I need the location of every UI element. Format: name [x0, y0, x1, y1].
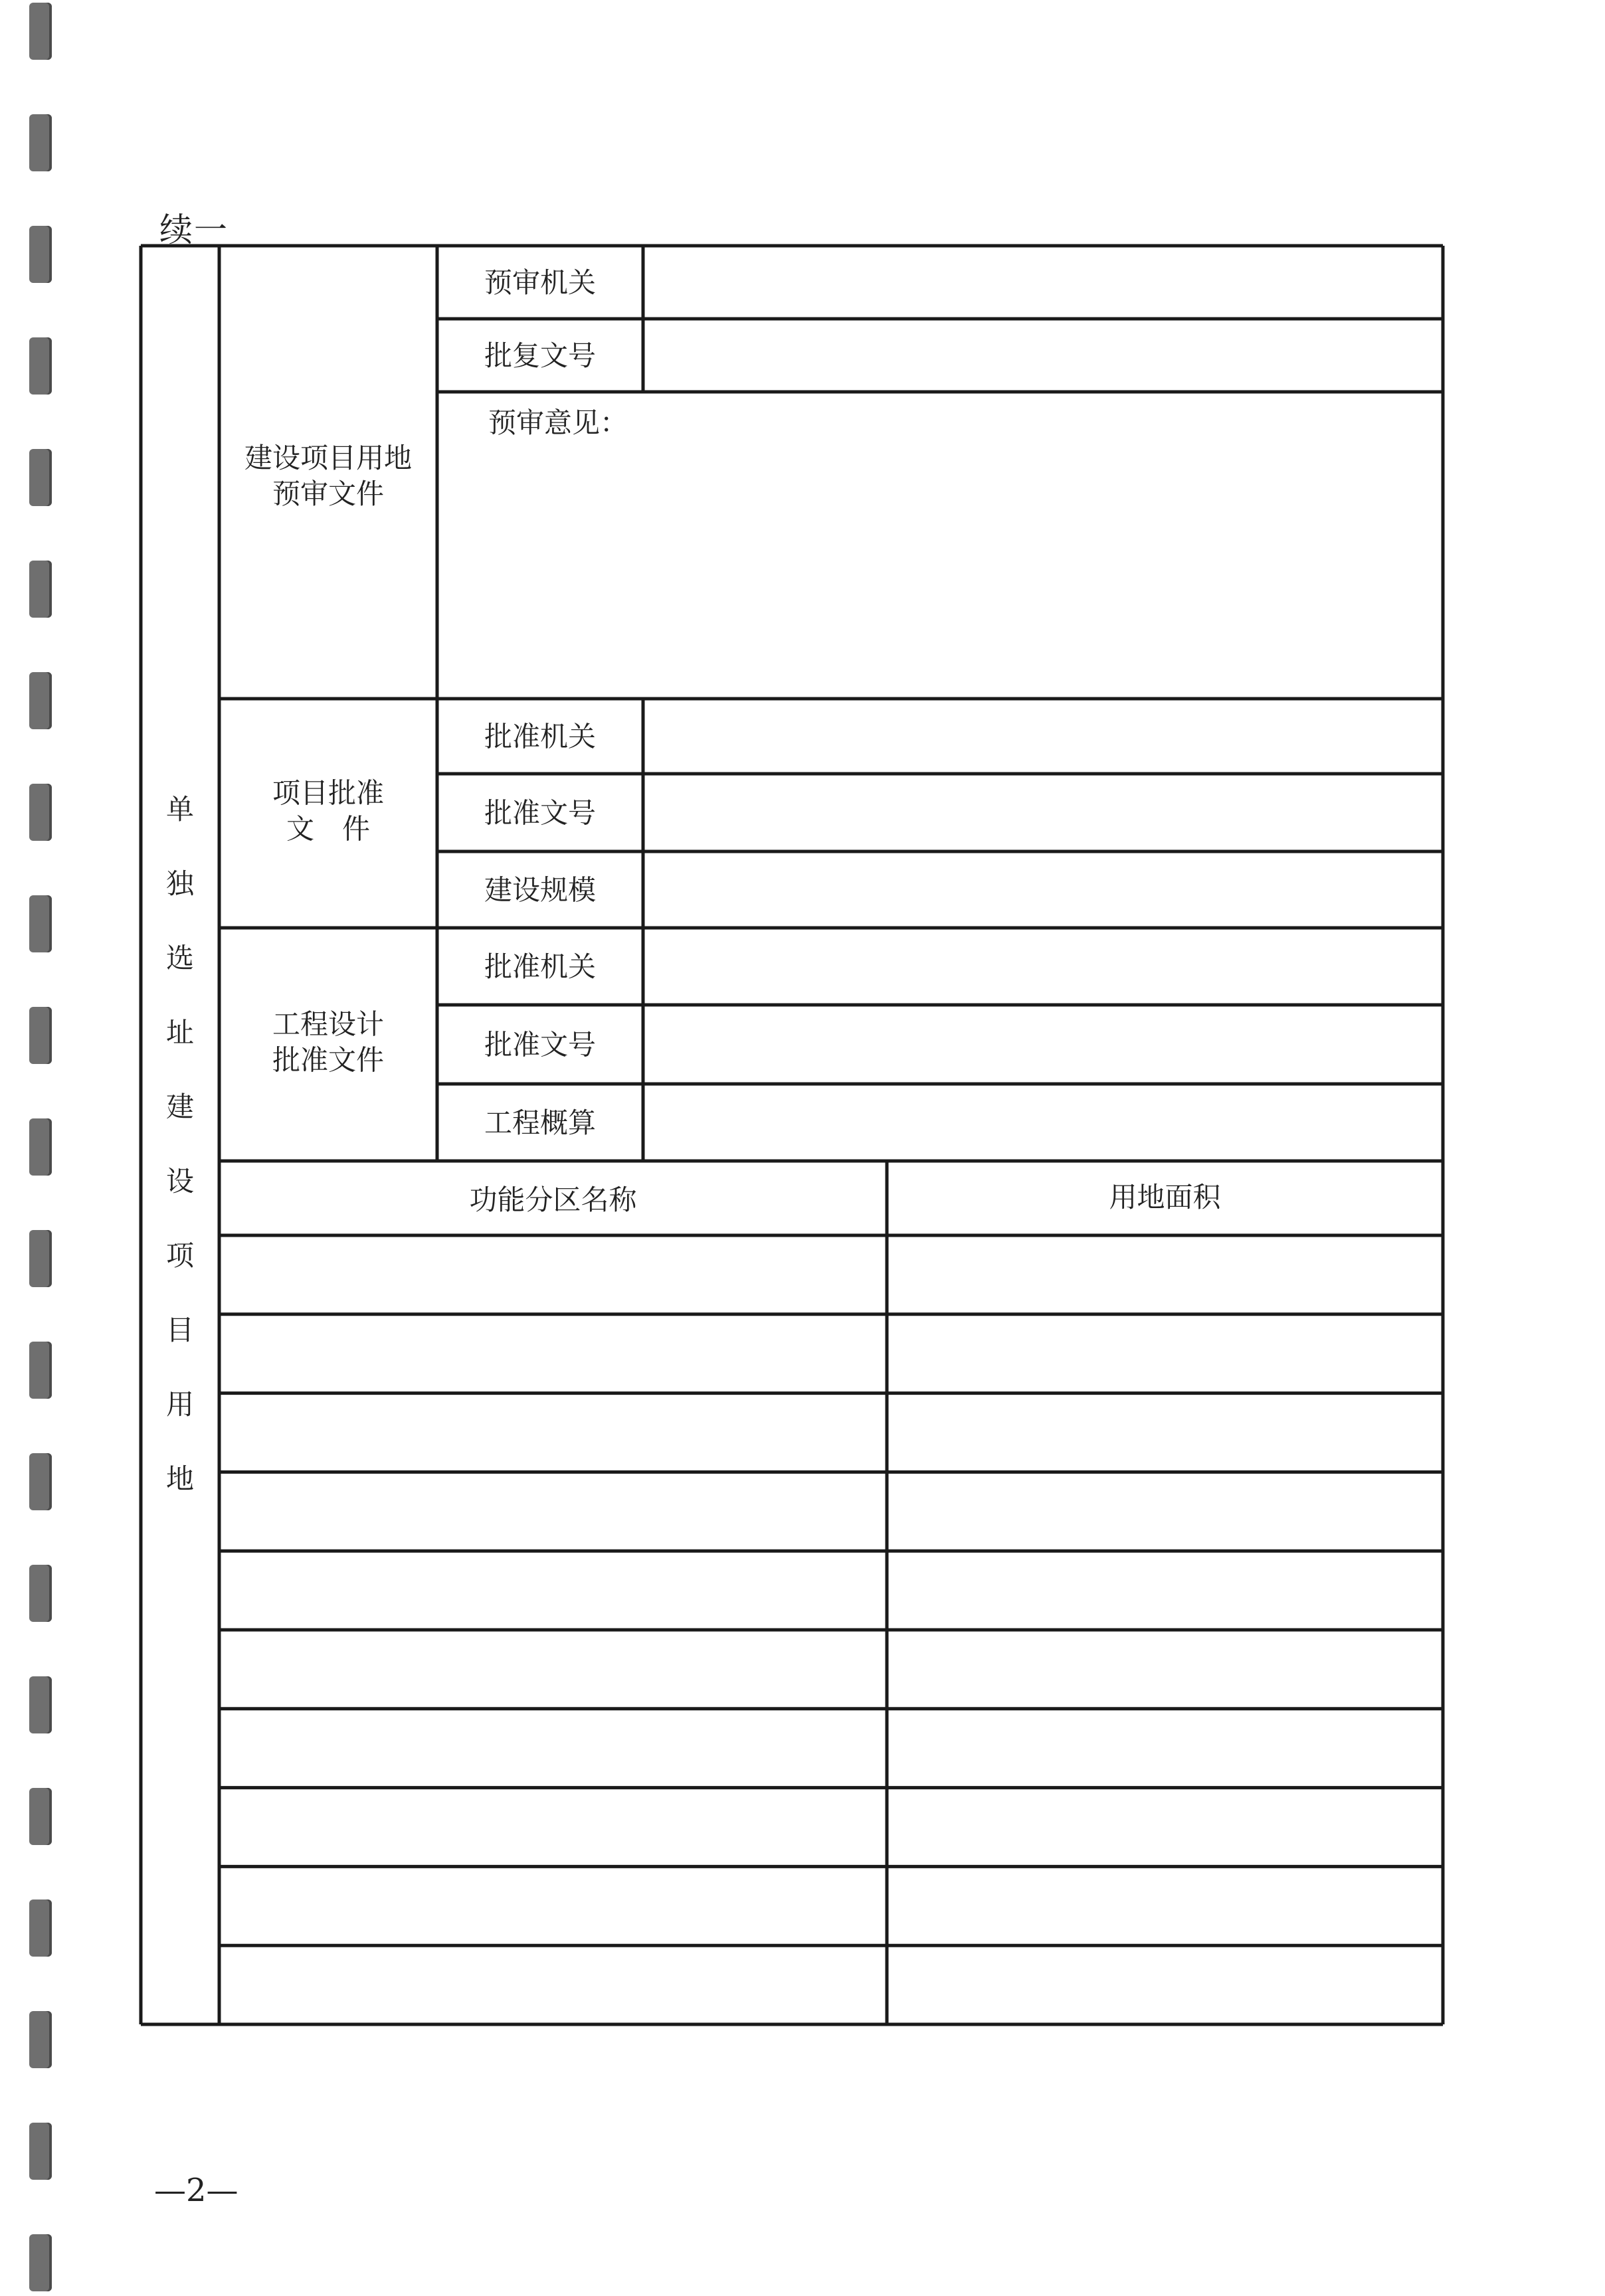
field-label: 批准文号	[484, 796, 597, 830]
section-title-char: 用	[165, 1388, 195, 1421]
field-label: 批准机关	[484, 720, 597, 753]
table-grid-lines	[141, 246, 1443, 2024]
section-title-char: 建	[165, 1091, 195, 1123]
section-title-char: 单	[165, 793, 195, 826]
section-title-char: 地	[165, 1462, 195, 1495]
section-title-char: 选	[165, 942, 195, 974]
field-label: 工程概算	[484, 1106, 597, 1139]
field-label: 批复文号	[484, 339, 597, 372]
group-title-line: 文 件	[286, 812, 371, 845]
field-label: 预审机关	[484, 266, 597, 299]
zone-header-name: 功能分区名称	[469, 1184, 637, 1216]
field-label: 批准机关	[484, 950, 597, 983]
group-title-line: 预审文件	[272, 478, 385, 510]
zone-header-area: 用地面积	[1109, 1181, 1221, 1213]
section-title-char: 设	[165, 1165, 195, 1197]
field-label: 批准文号	[484, 1028, 597, 1061]
field-label: 建设规模	[484, 873, 597, 907]
group-title-line: 项目批准	[272, 776, 385, 810]
section-title-char: 独	[165, 867, 195, 900]
group-title-line: 批准文件	[272, 1043, 385, 1077]
field-labels	[484, 266, 628, 1139]
opinion-label: 预审意见：	[488, 406, 628, 439]
group-titles	[244, 442, 412, 1077]
continuation-label: 续一	[159, 211, 229, 249]
section-title-char: 目	[165, 1314, 195, 1346]
zone-table	[469, 1181, 1221, 1216]
section-title-char: 址	[165, 1016, 195, 1049]
group-title-line: 建设项目用地	[244, 442, 413, 474]
section-title-char: 项	[165, 1239, 195, 1272]
page-number: —2—	[154, 2172, 238, 2209]
section-title-vertical	[166, 793, 195, 1495]
group-title-line: 工程设计	[272, 1008, 385, 1041]
